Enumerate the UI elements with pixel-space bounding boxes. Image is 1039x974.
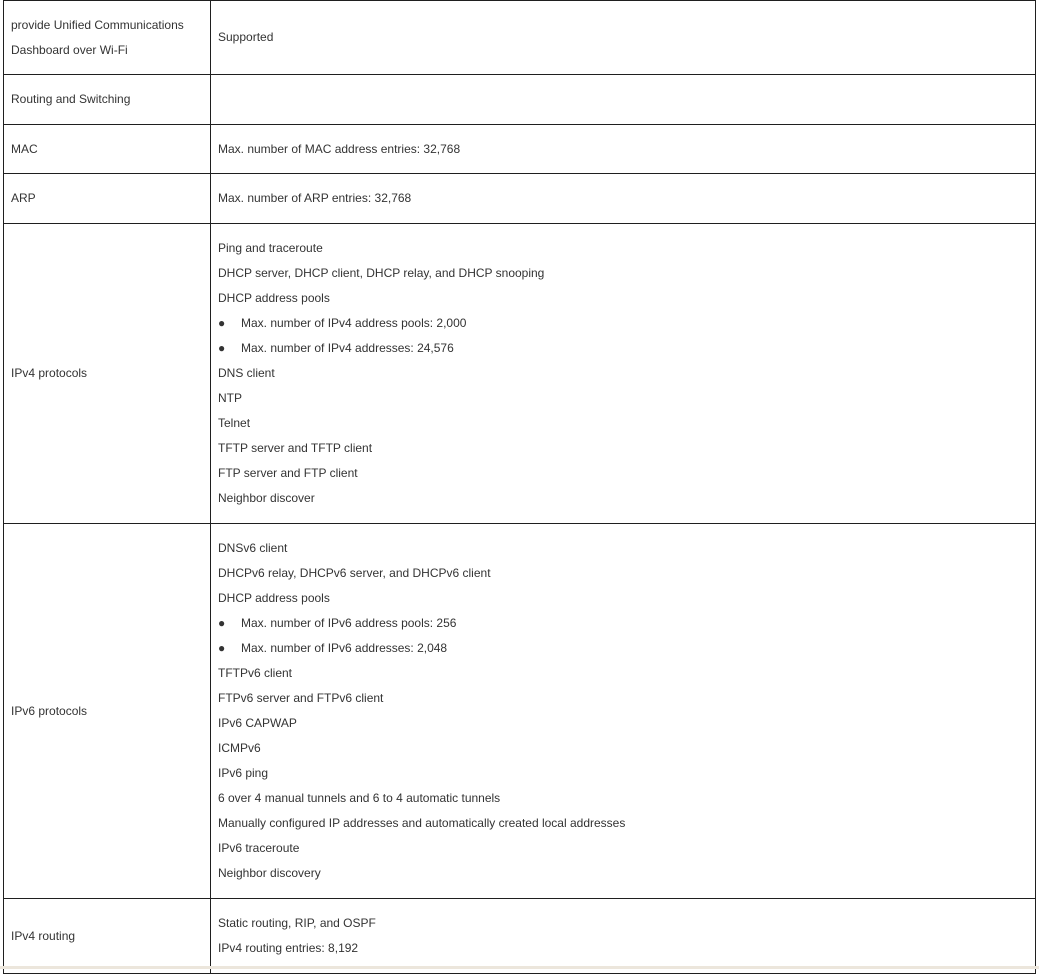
value-line: NTP <box>218 391 242 405</box>
value-line: Ping and traceroute <box>218 241 323 255</box>
value-line: Neighbor discover <box>218 491 315 505</box>
row-value-cell <box>211 224 1036 524</box>
bullet-dot-icon: ● <box>218 316 226 330</box>
bullet-item <box>218 611 1028 636</box>
table-row <box>4 174 1036 224</box>
value-line: IPv6 traceroute <box>218 841 300 855</box>
row-value-cell <box>211 899 1036 974</box>
bullet-text: Max. number of IPv6 address pools: 256 <box>241 616 457 630</box>
row-label-cell <box>4 224 211 524</box>
bullet-text: Max. number of IPv4 addresses: 24,576 <box>241 341 454 355</box>
value-line: Manually configured IP addresses and automatically created local addresses <box>218 816 626 830</box>
table-row <box>4 524 1036 899</box>
value-line: Neighbor discovery <box>218 866 321 880</box>
row-label-text: Dashboard over Wi-Fi <box>11 42 128 57</box>
row-value-cell <box>211 75 1036 125</box>
row-label-text: IPv4 routing <box>11 928 76 943</box>
row-label-cell <box>4 1 211 75</box>
value-line: FTPv6 server and FTPv6 client <box>218 691 384 705</box>
row-value-cell <box>211 174 1036 224</box>
value-line: 6 over 4 manual tunnels and 6 to 4 automatic tunnels <box>218 791 501 805</box>
value-line: DHCPv6 relay, DHCPv6 server, and DHCPv6 client <box>218 566 491 580</box>
value-line: FTP server and FTP client <box>218 466 358 480</box>
row-label-text: provide Unified Communications <box>11 17 184 32</box>
row-label-cell <box>4 75 211 125</box>
bullet-dot-icon: ● <box>218 616 226 630</box>
value-line: Supported <box>218 30 274 44</box>
value-line: DNSv6 client <box>218 541 288 555</box>
value-line: TFTP server and TFTP client <box>218 441 373 455</box>
value-line: DHCP address pools <box>218 591 330 605</box>
row-label-cell <box>4 524 211 899</box>
value-line: Max. number of ARP entries: 32,768 <box>218 191 412 205</box>
bullet-text: Max. number of IPv6 addresses: 2,048 <box>241 641 448 655</box>
value-line: DNS client <box>218 366 275 380</box>
row-label-text: Routing and Switching <box>11 92 131 106</box>
row-value-cell <box>211 125 1036 174</box>
table-row <box>4 125 1036 174</box>
row-label-text: ARP <box>11 191 36 205</box>
value-line: DHCP address pools <box>218 291 330 305</box>
table-row <box>4 224 1036 524</box>
row-label-text: IPv4 protocols <box>11 366 88 380</box>
row-label-cell <box>4 125 211 174</box>
row-label-cell <box>4 174 211 224</box>
table-row <box>4 1 1036 75</box>
value-line: Static routing, RIP, and OSPF <box>218 916 376 930</box>
value-line: TFTPv6 client <box>218 666 293 680</box>
value-line: ICMPv6 <box>218 741 261 755</box>
row-label-text: MAC <box>11 141 38 156</box>
bullet-text: Max. number of IPv4 address pools: 2,000 <box>241 316 467 330</box>
row-label-text: IPv6 protocols <box>11 703 88 718</box>
bullet-dot-icon: ● <box>218 341 226 355</box>
row-label-cell <box>4 899 211 974</box>
value-line: DHCP server, DHCP client, DHCP relay, and DHCP snooping <box>218 266 545 280</box>
table-row <box>4 899 1036 974</box>
value-line: Max. number of MAC address entries: 32,768 <box>218 141 461 156</box>
table-row <box>4 75 1036 125</box>
row-value-cell <box>211 524 1036 899</box>
bullet-item <box>218 336 1028 361</box>
bullet-dot-icon: ● <box>218 641 226 655</box>
spec-table-body <box>4 1 1036 974</box>
bullet-item <box>218 636 1028 661</box>
value-line: IPv4 routing entries: 8,192 <box>218 941 359 955</box>
value-line: IPv6 ping <box>218 766 269 780</box>
row-value-cell <box>211 1 1036 75</box>
value-line: IPv6 CAPWAP <box>218 716 297 730</box>
spec-table <box>3 0 1036 974</box>
value-line: Telnet <box>218 416 251 430</box>
bullet-item <box>218 311 1028 336</box>
